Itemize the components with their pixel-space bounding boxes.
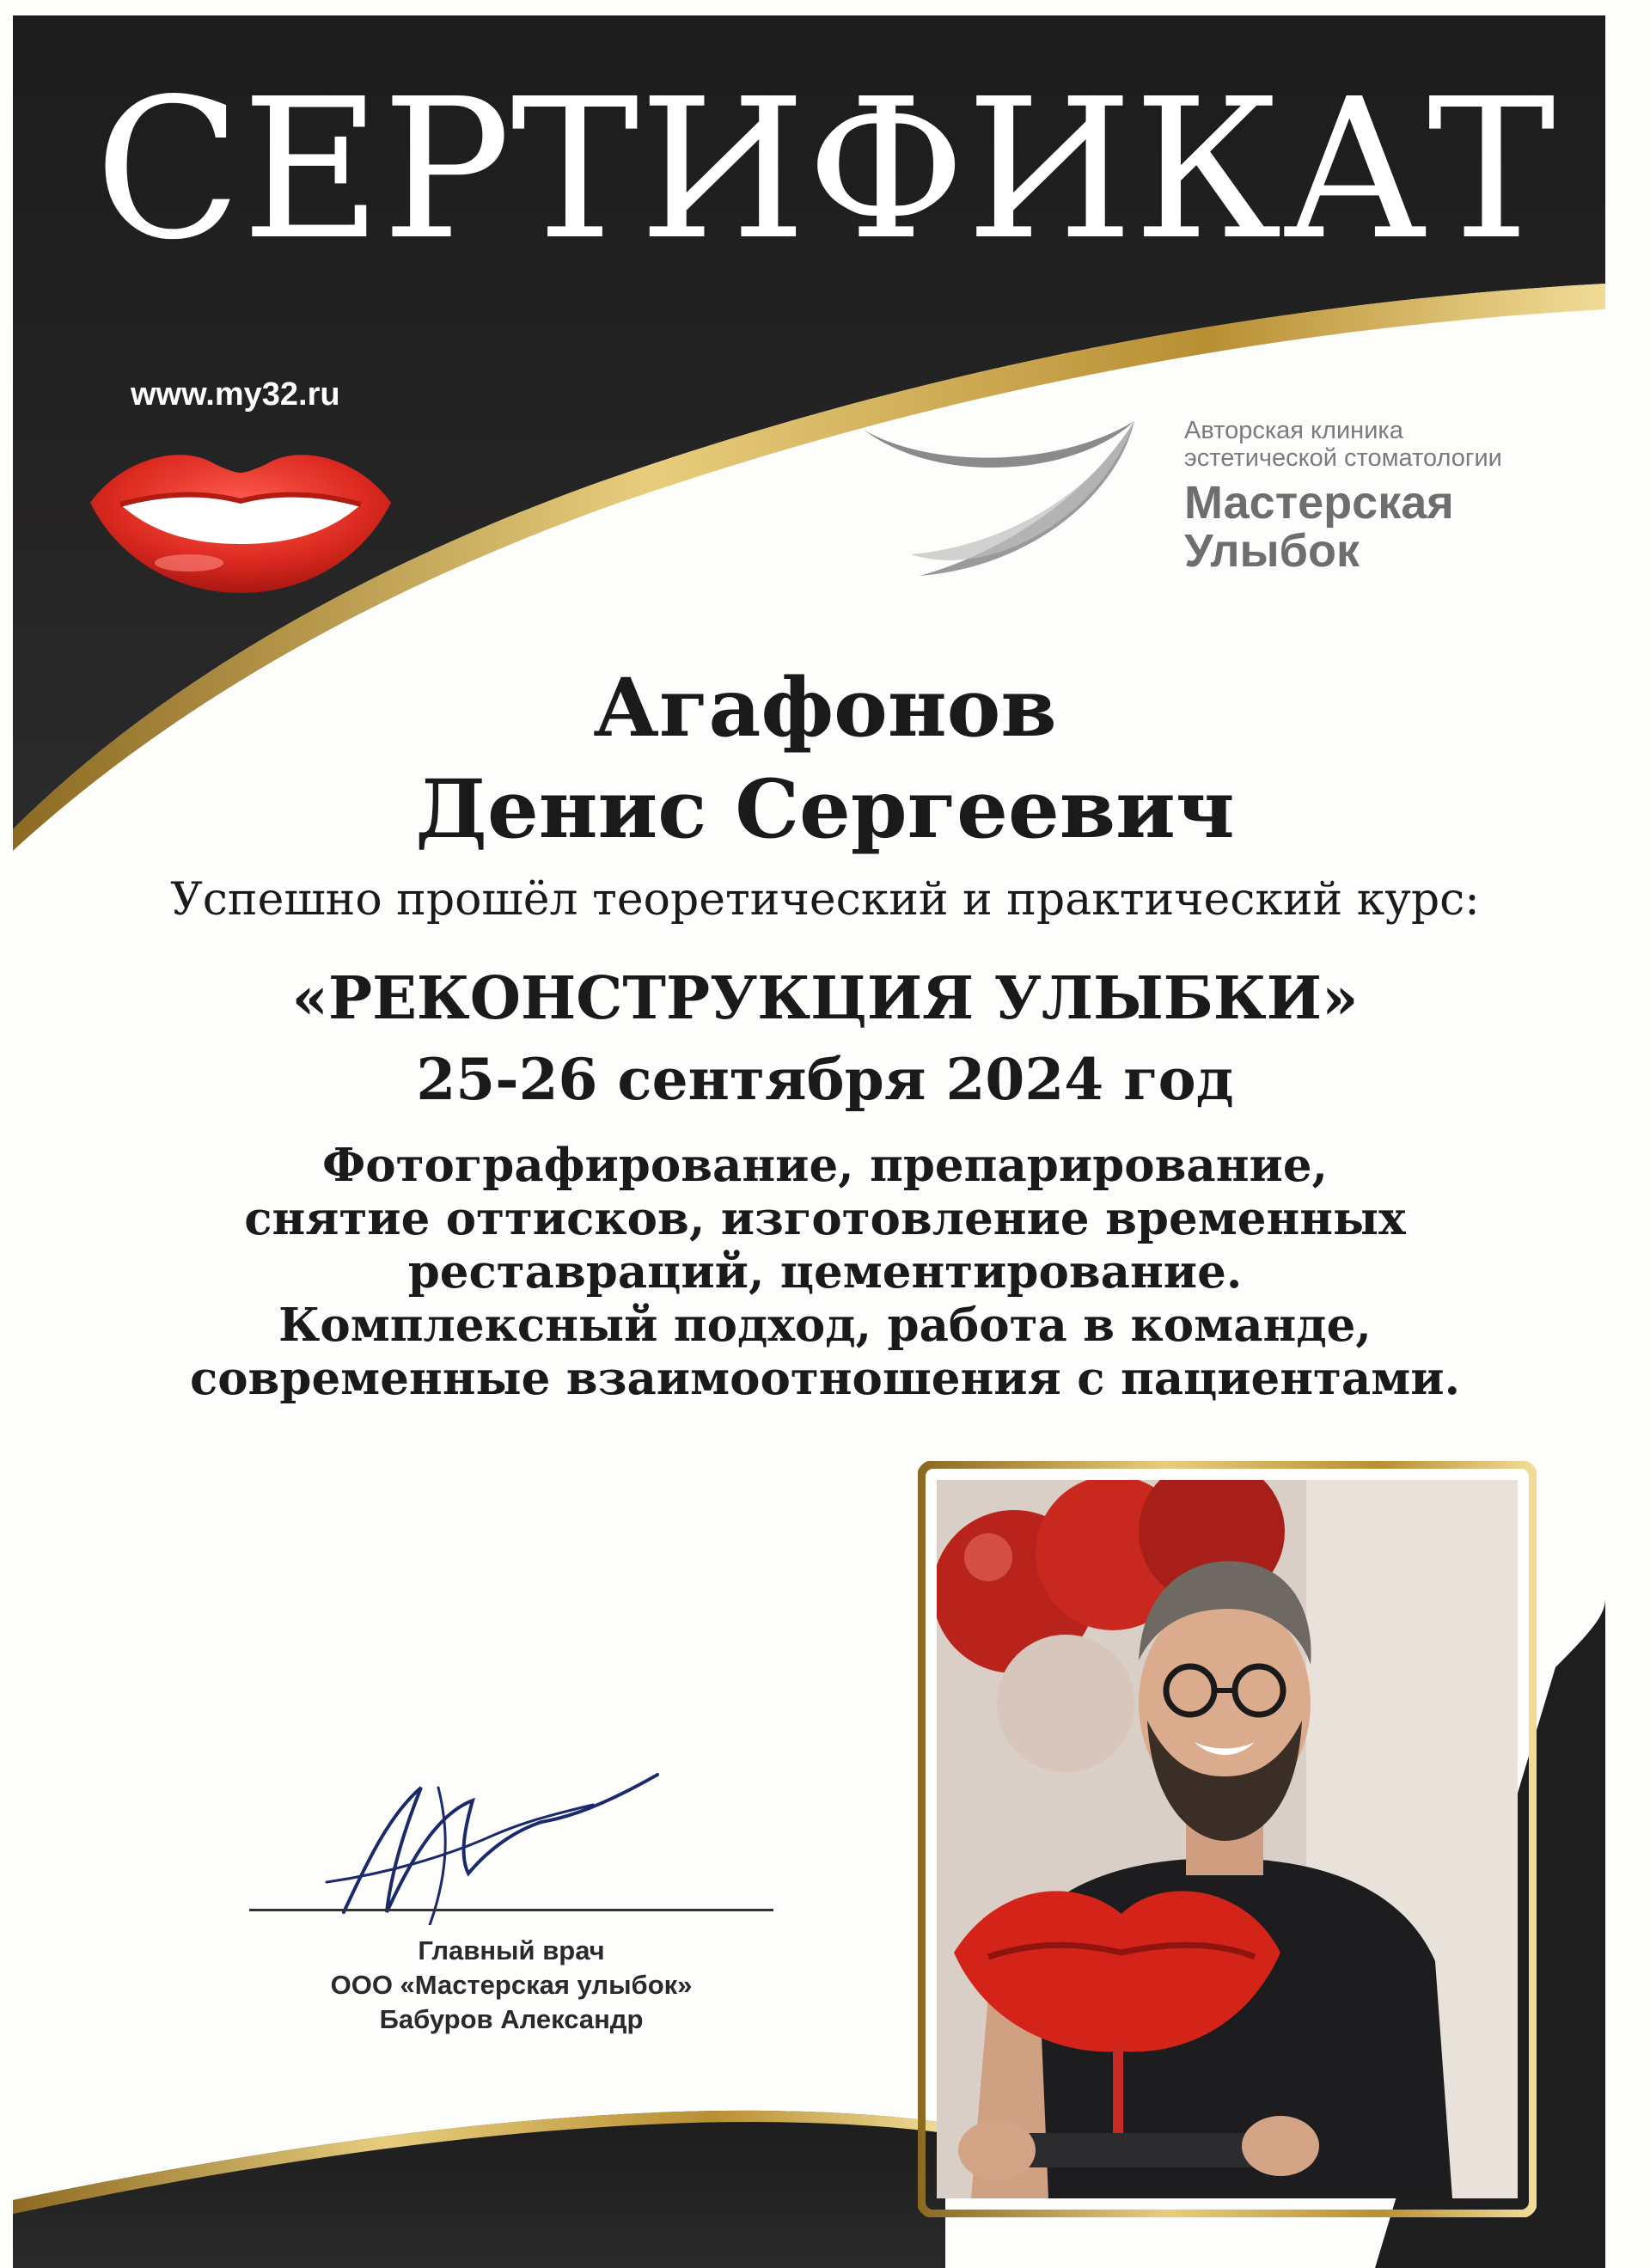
recipient-first-middle-name: Денис Сергеевич [415,762,1235,857]
clinic-name: Улыбок [1184,525,1360,577]
description-line: Фотографирование, препарирование, [321,1139,1329,1192]
signer-position: Главный врач [418,1935,605,1965]
certificate-title [0,34,1650,266]
signature-image [309,1753,670,1925]
signer-name: Бабуров Александр [379,2004,644,2034]
recipient-name [0,657,1650,860]
instructor-photo [937,1480,1518,2198]
description-line: реставраций, цементирование. [407,1245,1243,1299]
clinic-tagline: Авторская клиника [1184,417,1403,444]
clinic-logo-icon [859,417,1143,580]
course-intro: Успешно прошёл теоретический и практический курс: [170,874,1480,926]
description-line: современные взаимоотношения с пациентами. [189,1352,1461,1405]
lips-icon [86,434,395,597]
clinic-tagline: эстетической стоматологии [1184,444,1502,472]
description-line: снятие оттисков, изготовление временных [244,1192,1406,1245]
course-dates: 25-26 сентября 2024 год [416,1046,1234,1113]
clinic-name-block [1184,417,1502,575]
course-name: «РЕКОНСТРУКЦИЯ УЛЫБКИ» [291,964,1359,1033]
website-url: www.my32.ru [131,376,340,413]
svg-text:СЕРТИФИКАТ: СЕРТИФИКАТ [95,58,1555,266]
signer-organization: ООО «Мастерская улыбок» [330,1970,693,2000]
clinic-name: Мастерская [1184,477,1454,529]
signer-block [249,1934,773,2037]
description-line: Комплексный подход, работа в команде, [278,1299,1372,1352]
signature-line [249,1909,773,1911]
course-description [0,1139,1650,1405]
recipient-last-name: Агафонов [593,661,1057,755]
